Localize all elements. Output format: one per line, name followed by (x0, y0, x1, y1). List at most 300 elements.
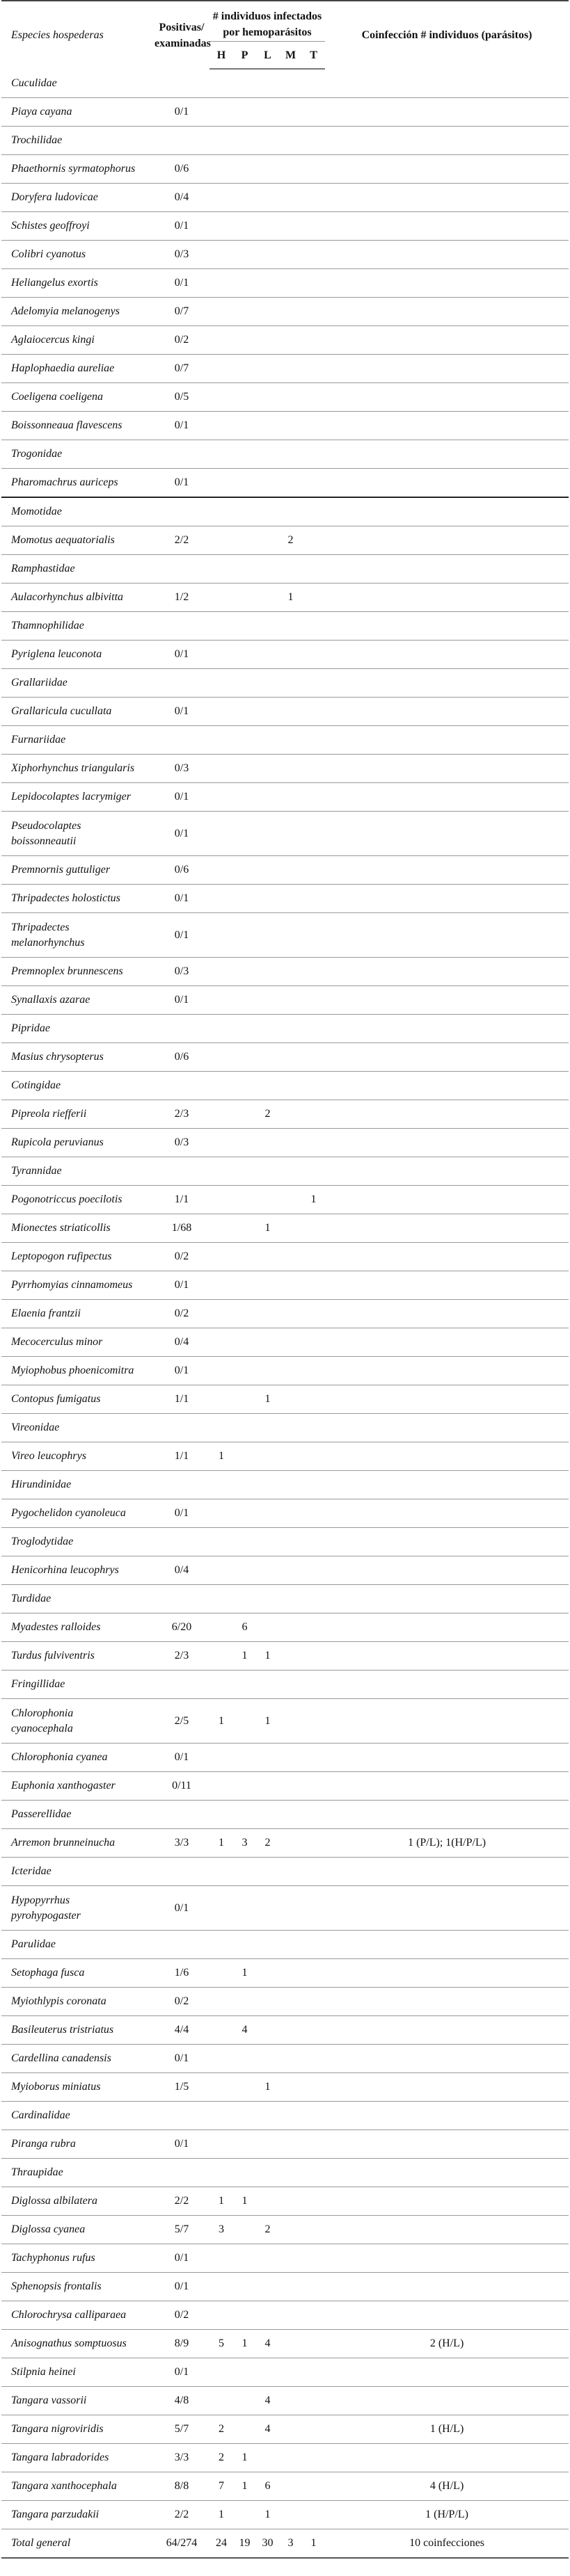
parasite-count-h (209, 1072, 233, 1100)
positive-examined-cell: 0/6 (154, 155, 209, 184)
parasite-count-l (256, 555, 279, 583)
positive-examined-cell: 0/1 (154, 2244, 209, 2273)
parasite-count-h (209, 641, 233, 669)
parasite-count-p (233, 469, 256, 498)
table-row (1, 583, 569, 612)
table-row (1, 326, 569, 355)
family-row (1, 1015, 569, 1043)
parasite-count-p: 3 (233, 1829, 256, 1858)
positive-examined-cell: 0/3 (154, 755, 209, 783)
parasite-count-t (302, 2330, 325, 2358)
positive-examined-cell (154, 1414, 209, 1442)
species-name: Hypopyrrhus pyrohypogaster (1, 1886, 154, 1931)
parasite-count-p (233, 355, 256, 383)
parasite-count-h (209, 2130, 233, 2159)
parasite-count-l (256, 2159, 279, 2187)
parasite-count-m (279, 1886, 302, 1931)
table-row (1, 1772, 569, 1801)
coinfection-cell (325, 1886, 569, 1931)
parasite-count-t (302, 1300, 325, 1328)
parasite-count-h (209, 1613, 233, 1642)
parasite-count-t (302, 2444, 325, 2472)
table-row (1, 1100, 569, 1129)
hemoparasite-table (1, 0, 569, 2559)
coinfection-cell (325, 412, 569, 440)
parasite-count-l (256, 1357, 279, 1385)
family-name: Trogonidae (1, 440, 154, 469)
table-row (1, 2415, 569, 2444)
species-name: Pogonotriccus poecilotis (1, 1186, 154, 1214)
species-name: Colibri cyanotus (1, 241, 154, 269)
table-row (1, 1129, 569, 1157)
parasite-count-p (233, 1886, 256, 1931)
coinfection-cell: 4 (H/L) (325, 2472, 569, 2501)
parasite-count-l (256, 241, 279, 269)
parasite-count-t (302, 1988, 325, 2016)
parasite-count-h (209, 526, 233, 555)
parasite-count-p: 1 (233, 2187, 256, 2216)
parasite-count-t (302, 2102, 325, 2130)
species-name: Basileuterus tristriatus (1, 2016, 154, 2045)
parasite-count-h (209, 269, 233, 298)
parasite-count-l (256, 1442, 279, 1471)
parasite-count-h (209, 1886, 233, 1931)
positive-examined-cell: 0/2 (154, 1300, 209, 1328)
species-name: Setophaga fusca (1, 1959, 154, 1988)
species-name: Pyrrhomyias cinnamomeus (1, 1271, 154, 1300)
parasite-count-m (279, 1129, 302, 1157)
parasite-count-p (233, 612, 256, 641)
parasite-count-l (256, 1157, 279, 1186)
table-row (1, 1556, 569, 1585)
species-name: Momotus aequatorialis (1, 526, 154, 555)
positive-examined-cell (154, 1671, 209, 1699)
parasite-count-t (302, 497, 325, 526)
parasite-count-t (302, 355, 325, 383)
species-name: Diglossa albilatera (1, 2187, 154, 2216)
positive-examined-cell: 8/9 (154, 2330, 209, 2358)
parasite-count-p (233, 2415, 256, 2444)
coinfection-cell (325, 1157, 569, 1186)
parasite-count-t (302, 2301, 325, 2330)
parasite-count-l (256, 1414, 279, 1442)
parasite-count-p (233, 98, 256, 127)
positive-examined-cell: 6/20 (154, 1613, 209, 1642)
parasite-count-h (209, 184, 233, 212)
parasite-count-h (209, 1801, 233, 1829)
parasite-count-p (233, 298, 256, 326)
positive-examined-cell: 0/3 (154, 1129, 209, 1157)
parasite-count-l (256, 1988, 279, 2016)
parasite-count-p (233, 1442, 256, 1471)
parasite-count-l: 4 (256, 2415, 279, 2444)
parasite-count-p: 1 (233, 2444, 256, 2472)
species-name: Euphonia xanthogaster (1, 1772, 154, 1801)
parasite-count-t (302, 641, 325, 669)
species-name: Anisognathus somptuosus (1, 2330, 154, 2358)
parasite-count-p (233, 2045, 256, 2073)
positive-examined-cell: 2/2 (154, 526, 209, 555)
parasite-count-m (279, 2415, 302, 2444)
parasite-count-m (279, 555, 302, 583)
parasite-count-p (233, 583, 256, 612)
table-row (1, 856, 569, 885)
parasite-count-t (302, 2273, 325, 2301)
parasite-count-m (279, 2472, 302, 2501)
parasite-count-h (209, 913, 233, 958)
parasite-count-p (233, 1988, 256, 2016)
parasite-count-h (209, 1772, 233, 1801)
parasite-count-m (279, 2216, 302, 2244)
table-body (1, 69, 569, 2558)
parasite-count-t (302, 1556, 325, 1585)
table-row (1, 2444, 569, 2472)
parasite-count-t (302, 986, 325, 1015)
family-name: Cotingidae (1, 1072, 154, 1100)
parasite-count-p: 6 (233, 1613, 256, 1642)
parasite-count-h (209, 469, 233, 498)
positive-examined-cell: 0/2 (154, 326, 209, 355)
parasite-count-m (279, 1671, 302, 1699)
parasite-count-h (209, 1931, 233, 1959)
parasite-count-m (279, 241, 302, 269)
parasite-count-p (233, 1556, 256, 1585)
parasite-count-p (233, 326, 256, 355)
coinfection-cell (325, 1214, 569, 1243)
table-row (1, 298, 569, 326)
family-name: Ramphastidae (1, 555, 154, 583)
species-name: Synallaxis azarae (1, 986, 154, 1015)
parasite-count-l: 1 (256, 1642, 279, 1671)
parasite-count-l (256, 1801, 279, 1829)
parasite-count-h (209, 1015, 233, 1043)
parasite-count-m (279, 2016, 302, 2045)
parasite-count-p: 19 (233, 2529, 256, 2559)
parasite-count-p: 1 (233, 2472, 256, 2501)
parasite-count-t (302, 958, 325, 986)
positive-examined-cell: 0/1 (154, 269, 209, 298)
coinfection-cell (325, 669, 569, 698)
parasite-count-l (256, 726, 279, 755)
parasite-count-h (209, 783, 233, 812)
positive-examined-cell (154, 440, 209, 469)
parasite-count-t (302, 1100, 325, 1129)
positive-examined-cell (154, 127, 209, 155)
parasite-count-m (279, 2130, 302, 2159)
positive-examined-cell: 0/3 (154, 958, 209, 986)
parasite-count-h (209, 440, 233, 469)
parasite-count-h: 7 (209, 2472, 233, 2501)
parasite-count-h (209, 2073, 233, 2102)
positive-examined-cell: 3/3 (154, 2444, 209, 2472)
parasite-count-h (209, 986, 233, 1015)
parasite-count-m (279, 184, 302, 212)
parasite-count-m (279, 669, 302, 698)
parasite-count-p (233, 1157, 256, 1186)
coinfection-cell (325, 755, 569, 783)
parasite-count-l (256, 698, 279, 726)
species-name: Boissonneaua flavescens (1, 412, 154, 440)
positive-examined-cell (154, 1858, 209, 1886)
species-name: Phaethornis syrmatophorus (1, 155, 154, 184)
parasite-count-l (256, 298, 279, 326)
coinfection-cell (325, 212, 569, 241)
parasite-count-m (279, 1744, 302, 1772)
parasite-count-h (209, 2358, 233, 2387)
positive-examined-cell (154, 1528, 209, 1556)
parasite-count-l (256, 783, 279, 812)
parasite-count-h (209, 69, 233, 98)
parasite-count-p (233, 1100, 256, 1129)
positive-examined-cell: 0/2 (154, 1988, 209, 2016)
parasite-count-p (233, 2244, 256, 2273)
positive-examined-cell (154, 1471, 209, 1499)
parasite-count-m (279, 2073, 302, 2102)
parasite-count-h: 1 (209, 2187, 233, 2216)
parasite-count-l: 1 (256, 1699, 279, 1744)
family-row (1, 555, 569, 583)
parasite-count-h (209, 355, 233, 383)
parasite-count-t (302, 2159, 325, 2187)
parasite-count-m (279, 298, 302, 326)
parasite-header-m: M (279, 42, 302, 70)
parasite-count-l (256, 2130, 279, 2159)
table-row (1, 913, 569, 958)
parasite-count-p (233, 555, 256, 583)
parasite-count-p (233, 641, 256, 669)
parasite-count-h (209, 2045, 233, 2073)
positive-examined-cell: 0/1 (154, 2358, 209, 2387)
parasite-count-h (209, 698, 233, 726)
parasite-count-l: 1 (256, 2073, 279, 2102)
coinfection-cell (325, 440, 569, 469)
family-name: Grallariidae (1, 669, 154, 698)
species-name: Pygochelidon cyanoleuca (1, 1499, 154, 1528)
positive-examined-cell: 0/1 (154, 783, 209, 812)
species-name: Elaenia frantzii (1, 1300, 154, 1328)
parasite-count-p (233, 1931, 256, 1959)
parasite-count-p (233, 2273, 256, 2301)
table-row (1, 2073, 569, 2102)
parasite-count-h (209, 1357, 233, 1385)
table-row (1, 958, 569, 986)
parasite-count-m (279, 1072, 302, 1100)
parasite-count-t (302, 1528, 325, 1556)
parasite-count-l (256, 2444, 279, 2472)
species-name: Premnornis guttuliger (1, 856, 154, 885)
parasite-count-t (302, 469, 325, 498)
parasite-count-l (256, 2301, 279, 2330)
parasite-count-m (279, 1328, 302, 1357)
species-name: Turdus fulviventris (1, 1642, 154, 1671)
parasite-count-l (256, 1959, 279, 1988)
parasite-count-p: 1 (233, 2330, 256, 2358)
positive-examined-cell: 0/4 (154, 1328, 209, 1357)
parasite-count-p (233, 1186, 256, 1214)
coinfection-cell (325, 1931, 569, 1959)
coinfection-cell: 1 (H/L) (325, 2415, 569, 2444)
positive-examined-cell (154, 1157, 209, 1186)
species-name: Tangara xanthocephala (1, 2472, 154, 2501)
parasite-count-l (256, 1613, 279, 1642)
species-name: Masius chrysopterus (1, 1043, 154, 1072)
coinfection-cell (325, 1499, 569, 1528)
family-row (1, 1585, 569, 1613)
family-row (1, 69, 569, 98)
parasite-count-l (256, 1499, 279, 1528)
coinfection-cell (325, 612, 569, 641)
family-name: Parulidae (1, 1931, 154, 1959)
parasite-count-l (256, 1886, 279, 1931)
parasite-count-m (279, 326, 302, 355)
positive-examined-cell: 2/2 (154, 2501, 209, 2529)
parasite-count-p: 4 (233, 2016, 256, 2045)
parasite-count-p (233, 1243, 256, 1271)
coinfection-cell (325, 2358, 569, 2387)
positive-header: Positivas/ examinadas (155, 21, 211, 49)
parasite-count-t (302, 698, 325, 726)
family-row (1, 440, 569, 469)
parasite-count-h (209, 856, 233, 885)
table-row (1, 1988, 569, 2016)
parasite-count-p (233, 1858, 256, 1886)
coinfection-cell (325, 298, 569, 326)
family-row (1, 1801, 569, 1829)
positive-examined-cell (154, 612, 209, 641)
positive-examined-cell (154, 2159, 209, 2187)
parasite-count-l (256, 669, 279, 698)
parasite-count-p (233, 1744, 256, 1772)
parasite-count-l (256, 885, 279, 913)
table-row (1, 1499, 569, 1528)
coinfection-cell (325, 1801, 569, 1829)
parasite-count-m (279, 1585, 302, 1613)
parasite-count-h (209, 1328, 233, 1357)
positive-examined-cell: 2/3 (154, 1100, 209, 1129)
parasite-count-m (279, 127, 302, 155)
species-name: Tachyphonus rufus (1, 2244, 154, 2273)
parasite-count-m (279, 2273, 302, 2301)
parasite-count-m (279, 726, 302, 755)
coinfection-cell (325, 127, 569, 155)
table-row (1, 2358, 569, 2387)
coinfection-cell (325, 1528, 569, 1556)
parasite-count-p (233, 1414, 256, 1442)
parasite-count-h: 1 (209, 1442, 233, 1471)
coinfection-cell (325, 2102, 569, 2130)
table-row (1, 155, 569, 184)
parasite-count-l: 1 (256, 2501, 279, 2529)
positive-examined-cell: 4/4 (154, 2016, 209, 2045)
table-row (1, 1328, 569, 1357)
coinfection-cell (325, 1243, 569, 1271)
coinfection-cell (325, 913, 569, 958)
parasite-count-l (256, 856, 279, 885)
parasite-count-t (302, 1157, 325, 1186)
species-name: Tangara nigroviridis (1, 2415, 154, 2444)
coinfection-cell (325, 1988, 569, 2016)
table-row (1, 1214, 569, 1243)
parasite-count-l (256, 2102, 279, 2130)
parasite-count-t (302, 885, 325, 913)
parasite-count-p (233, 412, 256, 440)
parasite-count-l (256, 1671, 279, 1699)
table-row (1, 986, 569, 1015)
species-name: Tangara vassorii (1, 2387, 154, 2415)
species-name: Coeligena coeligena (1, 383, 154, 412)
parasite-count-p (233, 1271, 256, 1300)
species-name: Xiphorhynchus triangularis (1, 755, 154, 783)
parasite-count-p (233, 885, 256, 913)
parasite-count-t (302, 1499, 325, 1528)
positive-examined-cell: 5/7 (154, 2415, 209, 2444)
parasite-count-m (279, 497, 302, 526)
parasite-count-m (279, 355, 302, 383)
parasite-count-l (256, 641, 279, 669)
parasite-count-h (209, 2301, 233, 2330)
parasite-count-l (256, 1328, 279, 1357)
table-row (1, 2330, 569, 2358)
table-row (1, 1442, 569, 1471)
parasite-count-l: 4 (256, 2387, 279, 2415)
parasite-count-m (279, 469, 302, 498)
species-name: Aglaiocercus kingi (1, 326, 154, 355)
positive-examined-cell: 0/1 (154, 885, 209, 913)
parasite-count-t: 1 (302, 2529, 325, 2559)
parasite-count-l (256, 2244, 279, 2273)
table-row (1, 812, 569, 856)
family-row (1, 669, 569, 698)
parasite-header-t: T (302, 42, 325, 70)
parasite-count-m: 1 (279, 583, 302, 612)
parasite-count-l (256, 1556, 279, 1585)
species-name: Grallaricula cucullata (1, 698, 154, 726)
parasite-count-h (209, 1043, 233, 1072)
parasite-count-l (256, 612, 279, 641)
table-row (1, 184, 569, 212)
parasite-count-p (233, 440, 256, 469)
parasite-count-h (209, 885, 233, 913)
coinfection-cell: 1 (H/P/L) (325, 2501, 569, 2529)
parasite-count-p (233, 2501, 256, 2529)
parasite-count-p (233, 1699, 256, 1744)
parasite-count-p (233, 755, 256, 783)
coinfection-cell (325, 1671, 569, 1699)
parasite-count-m (279, 812, 302, 856)
family-name: Turdidae (1, 1585, 154, 1613)
coinfection-cell (325, 2444, 569, 2472)
parasite-count-m (279, 1858, 302, 1886)
table-row (1, 1271, 569, 1300)
table-row (1, 2387, 569, 2415)
species-name: Rupicola peruvianus (1, 1129, 154, 1157)
parasite-count-t (302, 526, 325, 555)
positive-examined-cell: 0/1 (154, 412, 209, 440)
parasite-count-t (302, 1043, 325, 1072)
family-row (1, 726, 569, 755)
parasite-count-m (279, 856, 302, 885)
parasite-count-l (256, 1186, 279, 1214)
positive-examined-cell: 4/8 (154, 2387, 209, 2415)
parasite-count-h (209, 298, 233, 326)
parasite-count-h (209, 1157, 233, 1186)
parasite-count-t (302, 2016, 325, 2045)
parasite-count-p (233, 241, 256, 269)
parasite-count-t (302, 1129, 325, 1157)
parasite-count-l: 4 (256, 2330, 279, 2358)
positive-examined-cell: 2/5 (154, 1699, 209, 1744)
parasite-count-p (233, 127, 256, 155)
